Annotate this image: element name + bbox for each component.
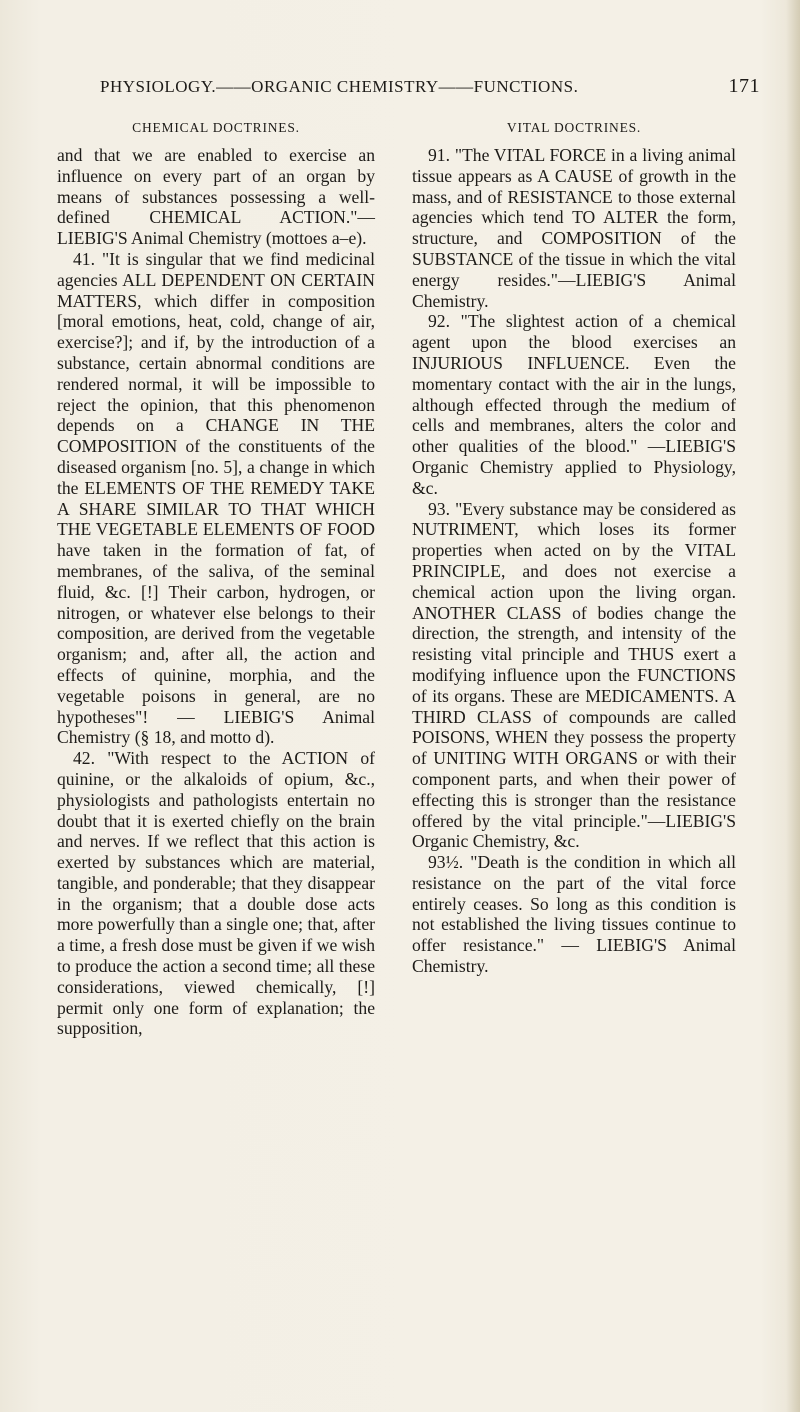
left-paragraph-2: 41. "It is singular that we find medicinal agencies ALL DEPENDENT ON CERTAIN MATTERS, which differ in composition [moral emotions, heat, cold, change of air, exercise?]; and if, by the introduction of a substance, certain abnormal conditions are rendered normal, it will be impossible to reject the opinion, that this phenomenon depends on a CHANGE IN THE COMPOSITION of the constituents of the diseased organism [no. 5], a change in which the ELEMENTS OF THE REMEDY TAKE A SHARE SIMILAR TO THAT WHICH THE VEGETABLE ELEMENTS OF FOOD have taken in the formation of fat, of membranes, of the saliva, of the seminal fluid, &c. [!] Their carbon, hydrogen, or nitrogen, or whatever else belongs to their composition, are derived from the vegetable organism; and, after all, the action and effects of quinine, morphia, and the vegetable poisons in general, are no hypotheses"! — LIEBIG'S Animal Chemistry (§ 18, and motto d).	[57, 248, 375, 748]
right-paragraph-1: 91. "The VITAL FORCE in a living animal tissue appears as A CAUSE of growth in the mass, and of RESISTANCE to those external agencies which tend TO ALTER the form, structure, and COMPOSITION of the SUBSTANCE of the tissue in which the vital energy resides."—LIEBIG'S Animal Chemistry.	[412, 145, 736, 311]
right-column-heading: VITAL DOCTRINES.	[506, 120, 642, 135]
right-paragraph-2: 92. "The slightest action of a chemical agent upon the blood exercises an INJURIOUS INFLUENCE. Even the momentary contact with the air in the lungs, although effected through the medium of cells and membranes, alters the color and other qualities of the blood." —LIEBIG'S Organic Chemistry applied to Physiology, &c.	[412, 311, 736, 498]
page-edge-shadow	[786, 0, 800, 1412]
right-paragraph-3: 93. "Every substance may be considered as NUTRIMENT, which loses its former properties when acted on by the VITAL PRINCIPLE, and does not exercise a chemical action upon the living organ. ANOTHER CLASS of bodies change the direction, the strength, and intensity of the resisting vital principle and THUS exert a modifying influence upon the FUNCTIONS of its organs. These are MEDICAMENTS. A THIRD CLASS of compounds are called POISONS, WHEN they possess the property of UNITING WITH ORGANS or with their component parts, and when their power of effecting this is stronger than the resistance offered by the vital principle."—LIEBIG'S Organic Chemistry, &c.	[412, 498, 736, 852]
left-column-heading: CHEMICAL DOCTRINES.	[132, 120, 300, 135]
left-paragraph-1: and that we are enabled to exercise an influence on every part of an organ by means of substances possessing a well-defined CHEMICAL ACTION."—LIEBIG'S Animal Chemistry (mottoes a–e).	[57, 145, 375, 249]
running-head	[100, 77, 760, 97]
right-paragraph-4: 93½. "Death is the condition in which all resistance on the part of the vital force entirely ceases. So long as this condition is not established the living tissues continue to offer resistance." — LIEBIG'S Animal Chemistry.	[412, 852, 736, 977]
left-column	[57, 115, 375, 1039]
running-head-title: PHYSIOLOGY.——ORGANIC CHEMISTRY——FUNCTIONS.	[100, 77, 579, 96]
left-paragraph-3: 42. "With respect to the ACTION of quinine, or the alkaloids of opium, &c., physiologists and pathologists entertain no doubt that it is exerted chiefly on the brain and nerves. If we reflect that this action is exerted by substances which are material, tangible, and ponderable; that they disappear in the organism; that a double dose acts more powerfully than a single one; that, after a time, a fresh dose must be given if we wish to produce the action a second time; all these considerations, viewed chemically, [!] permit only one form of explanation; the supposition,	[57, 748, 375, 1039]
right-column	[412, 115, 736, 977]
page-number: 171	[728, 75, 760, 97]
